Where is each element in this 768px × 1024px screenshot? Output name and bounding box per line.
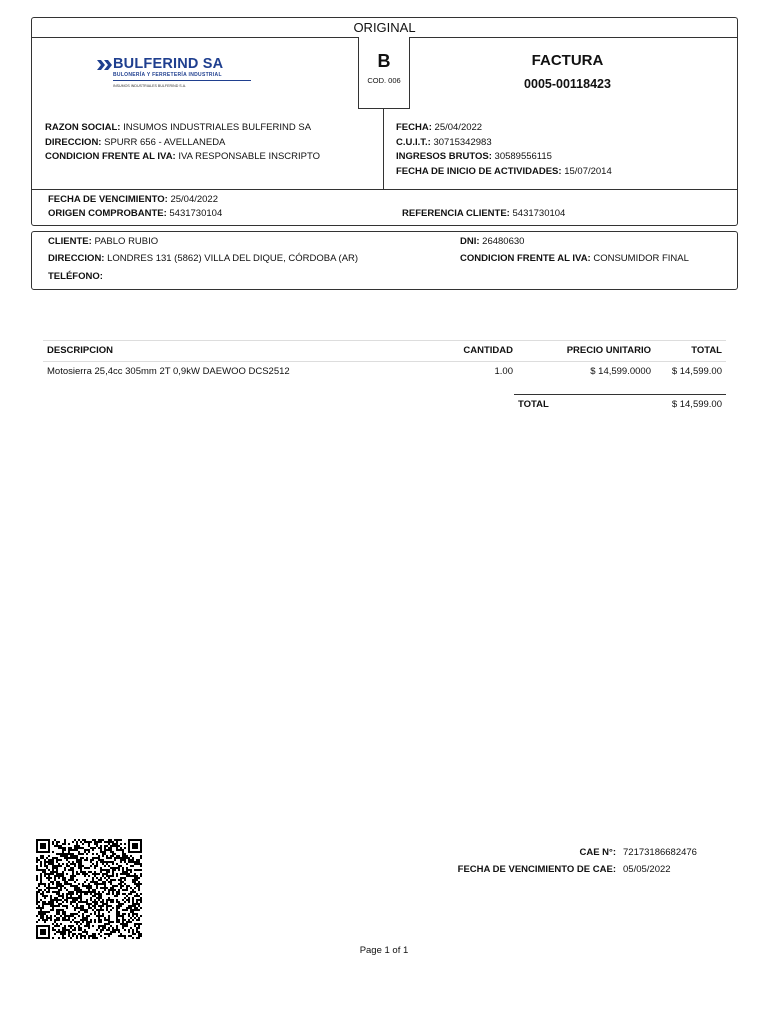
cliente-name: PABLO RUBIO: [94, 236, 159, 247]
cuit-label: C.U.I.T.:: [396, 136, 431, 148]
client-direccion-label: DIRECCION:: [48, 253, 105, 264]
item-precio-unitario: $ 14,599.0000: [590, 366, 651, 377]
header-divider: [383, 109, 384, 190]
item-total: $ 14,599.00: [671, 366, 722, 377]
logo-name: BULFERIND SA: [113, 56, 224, 72]
issuer-info: [45, 121, 320, 165]
cae-venc: 05/05/2022: [623, 864, 671, 875]
total-row: [514, 394, 726, 413]
issuer-iva: IVA RESPONSABLE INSCRIPTO: [178, 151, 321, 162]
iibb: 30589556115: [494, 151, 552, 162]
cliente-label: CLIENTE:: [48, 236, 92, 247]
razon-social-label: RAZON SOCIAL:: [45, 122, 121, 133]
copy-label: ORIGINAL: [31, 17, 738, 38]
invoice-number: 0005-00118423: [524, 77, 611, 91]
item-cantidad: 1.00: [494, 366, 513, 377]
fecha-label: FECHA:: [396, 122, 432, 133]
razon-social: INSUMOS INDUSTRIALES BULFERIND SA: [123, 122, 312, 133]
fecha: 25/04/2022: [434, 122, 483, 133]
logo-subline: INSUMOS INDUSTRIALES BULFERIND S.A.: [113, 84, 187, 88]
referencia-label: REFERENCIA CLIENTE:: [402, 208, 510, 219]
cae-number: 72173186682476: [623, 847, 697, 858]
col-total: TOTAL: [655, 341, 726, 362]
invoice-letter: B: [377, 51, 391, 71]
dni-label: DNI:: [460, 236, 480, 247]
issuer-direccion-label: DIRECCION:: [45, 136, 102, 148]
cae-label: CAE N°:: [579, 847, 616, 858]
client-direccion: LONDRES 131 (5862) VILLA DEL DIQUE, CÓRDOBA (AR): [107, 253, 359, 264]
col-precio-unitario: PRECIO UNITARIO: [517, 341, 655, 362]
issuer-fiscal-info: [396, 121, 612, 179]
telefono-label: TELÉFONO:: [48, 271, 103, 282]
client-iva: CONSUMIDOR FINAL: [593, 253, 689, 264]
total-label: TOTAL: [518, 399, 549, 410]
client-dni-row: [460, 235, 524, 250]
page-number: Page 1 of 1: [359, 945, 409, 956]
table-header-row: [43, 341, 726, 362]
vencimiento-label: FECHA DE VENCIMIENTO:: [48, 194, 168, 205]
item-descripcion: Motosierra 25,4cc 305mm 2T 0,9kW DAEWOO DCS2512: [47, 366, 290, 377]
cae-venc-label: FECHA DE VENCIMIENTO DE CAE:: [457, 864, 616, 875]
invoice-type: FACTURA: [531, 52, 604, 69]
items-table: [43, 340, 726, 381]
total-amount: $ 14,599.00: [671, 399, 722, 410]
invoice-letter-box: [358, 37, 410, 109]
origen-label: ORIGEN COMPROBANTE:: [48, 208, 167, 219]
logo-tagline: BULONERÍA Y FERRETERÍA INDUSTRIAL: [113, 72, 222, 78]
logo-rule: [113, 80, 251, 81]
client-iva-label: CONDICION FRENTE AL IVA:: [460, 253, 591, 264]
col-cantidad: CANTIDAD: [413, 341, 517, 362]
client-address-row: [48, 252, 358, 267]
origen-comprobante: 5431730104: [169, 208, 223, 219]
dni: 26480630: [482, 236, 525, 247]
client-phone-row: [48, 270, 103, 285]
col-descripcion: DESCRIPCION: [43, 341, 413, 362]
inicio-label: FECHA DE INICIO DE ACTIVIDADES:: [396, 165, 562, 177]
issuer-iva-label: CONDICION FRENTE AL IVA:: [45, 151, 176, 162]
qr-code-icon: [36, 839, 142, 939]
inicio-actividades: 15/07/2014: [564, 165, 612, 177]
cuit: 30715342983: [433, 136, 492, 148]
referencia-cliente: 5431730104: [512, 208, 566, 219]
due-date-info: [48, 193, 222, 221]
client-iva-row: [460, 252, 689, 267]
vencimiento: 25/04/2022: [170, 194, 218, 205]
iibb-label: INGRESOS BRUTOS:: [396, 151, 492, 162]
issuer-direccion: SPURR 656 - AVELLANEDA: [104, 136, 226, 148]
client-name-row: [48, 235, 158, 250]
invoice-code: COD. 006: [367, 76, 401, 85]
table-row: [43, 362, 726, 382]
client-reference: [402, 207, 565, 221]
logo-chevron-icon: [97, 60, 113, 70]
